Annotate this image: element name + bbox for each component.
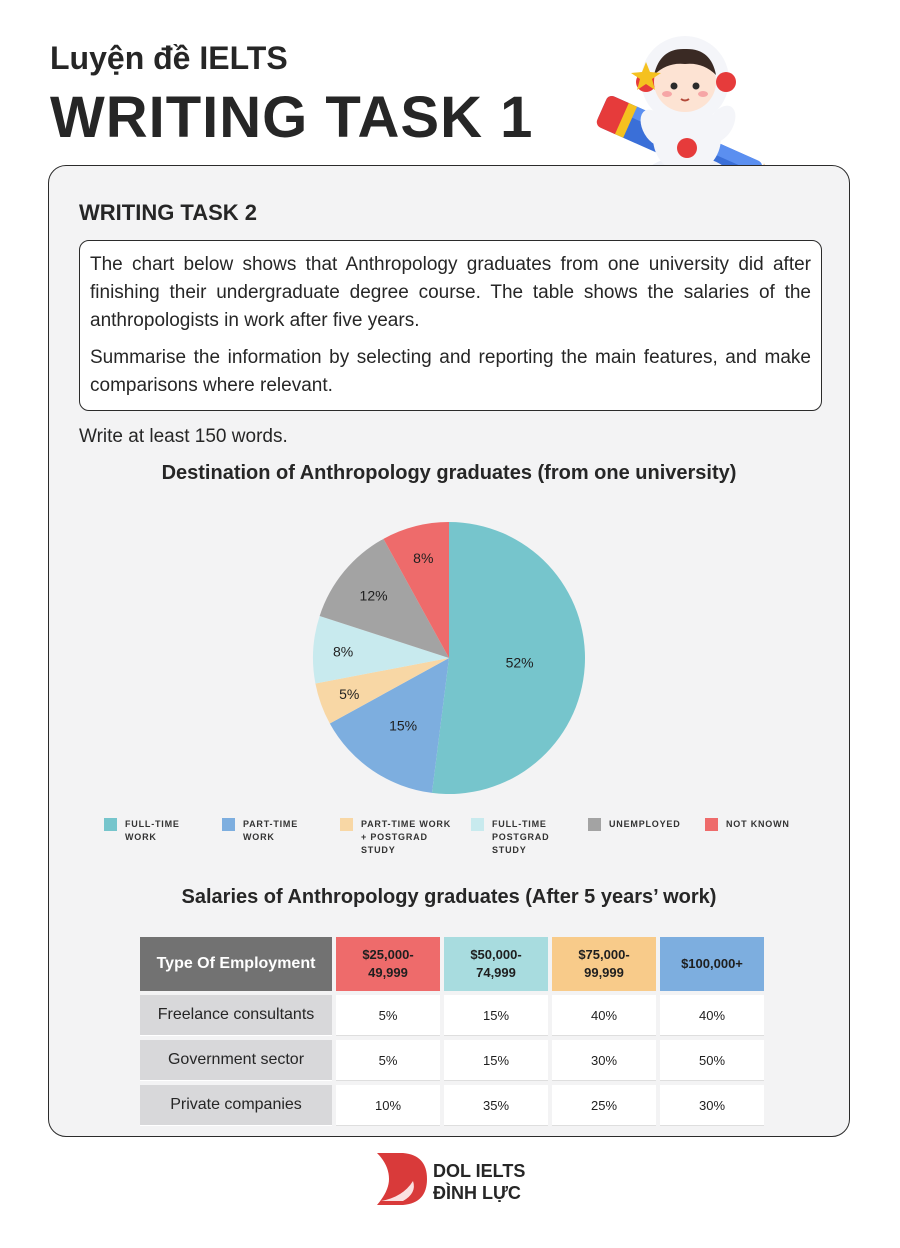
prompt-paragraph-1: The chart below shows that Anthropology graduates from one university did after finishing their undergraduate degree course. The table shows the salaries of the anthropologists in work after five years.: [90, 254, 811, 331]
legend-item: [471, 818, 549, 857]
legend-item: [340, 818, 451, 857]
table-cell: 30%: [552, 1040, 656, 1081]
table-cell: 40%: [660, 995, 764, 1036]
table-cell: 30%: [660, 1085, 764, 1126]
legend-item: [705, 818, 790, 831]
table-row: [140, 1040, 764, 1081]
pie-slice-label: 8%: [333, 643, 354, 660]
table-cell: 15%: [444, 995, 548, 1036]
pie-slice-label: 12%: [359, 587, 388, 604]
legend-label: NOT KNOWN: [726, 819, 790, 829]
table-cell: 35%: [444, 1085, 548, 1126]
table-cell: 15%: [444, 1040, 548, 1081]
table-header-salary-1: $25,000- 49,999: [336, 937, 440, 991]
legend-swatch: [340, 818, 353, 831]
table-cell: 40%: [552, 995, 656, 1036]
legend-item: [104, 818, 180, 844]
table-row-label: Government sector: [140, 1040, 332, 1081]
table-row: [140, 1085, 764, 1126]
table-cell: 5%: [336, 1040, 440, 1081]
legend-swatch: [471, 818, 484, 831]
legend-swatch: [104, 818, 117, 831]
pie-legend: [104, 818, 804, 868]
legend-swatch: [705, 818, 718, 831]
footer-brand: [433, 1160, 525, 1204]
table-header-row: [140, 937, 764, 991]
table-header-salary-4: $100,000+: [660, 937, 764, 991]
task-title: WRITING TASK 2: [79, 200, 258, 225]
pie-slice-label: 8%: [413, 549, 434, 566]
legend-item: [222, 818, 298, 844]
table-cell: 5%: [336, 995, 440, 1036]
page-title: WRITING TASK 1: [50, 85, 534, 150]
table-cell: 10%: [336, 1085, 440, 1126]
table-header-salary-2: $50,000- 74,999: [444, 937, 548, 991]
legend-swatch: [588, 818, 601, 831]
dol-logo-icon: [373, 1151, 429, 1207]
table-cell: 50%: [660, 1040, 764, 1081]
legend-label: FULL-TIME POSTGRAD STUDY: [492, 819, 550, 855]
legend-label: UNEMPLOYED: [609, 819, 681, 829]
task-card: [48, 165, 850, 1137]
pie-chart-title: Destination of Anthropology graduates (from one university): [161, 462, 737, 484]
table-title: Salaries of Anthropology graduates (After 5 years’ work): [181, 886, 717, 908]
table-row: [140, 995, 764, 1036]
table-cell: 25%: [552, 1085, 656, 1126]
pie-slice-label: 52%: [505, 654, 534, 671]
table-row-label: Private companies: [140, 1085, 332, 1126]
pie-chart: [299, 508, 599, 808]
prompt-box: [79, 240, 822, 411]
page-subtitle: Luyện đề IELTS: [50, 40, 288, 76]
legend-label: FULL-TIME WORK: [125, 819, 180, 842]
pie-slice-label: 5%: [339, 685, 360, 702]
salary-table: [136, 937, 768, 1126]
prompt-paragraph-2: Summarise the information by selecting and reporting the main features, and make comparisons where relevant.: [90, 347, 811, 396]
pie-slice-label: 15%: [389, 717, 418, 734]
footer-brand-line-2: ĐÌNH LỰC: [433, 1183, 521, 1203]
table-row-label: Freelance consultants: [140, 995, 332, 1036]
legend-item: [588, 818, 681, 831]
footer-brand-line-1: DOL IELTS: [433, 1161, 526, 1181]
legend-label: PART-TIME WORK + POSTGRAD STUDY: [361, 819, 452, 855]
table-header-type: Type Of Employment: [140, 937, 332, 991]
table-header-salary-3: $75,000- 99,999: [552, 937, 656, 991]
word-count-instruction: Write at least 150 words.: [79, 426, 288, 447]
legend-label: PART-TIME WORK: [243, 819, 299, 842]
legend-swatch: [222, 818, 235, 831]
